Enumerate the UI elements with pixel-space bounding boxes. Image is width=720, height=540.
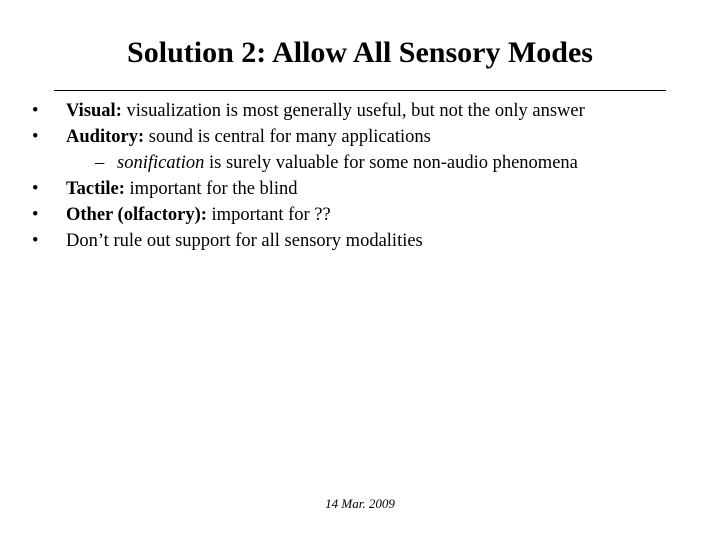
slide-date: 14 Mar. 2009	[325, 496, 395, 511]
bullet-text: important for ??	[206, 205, 331, 225]
sub-bullet-text: is surely valuable for some non-audio phenomena	[204, 153, 578, 173]
bullet-icon: •	[32, 231, 39, 251]
slide-title: Solution 2: Allow All Sensory Modes	[127, 36, 593, 69]
dash-icon: –	[95, 153, 105, 173]
bullet-list	[30, 98, 690, 254]
bullet-text: sound is central for many applications	[144, 127, 431, 147]
bullet-icon: •	[32, 127, 39, 147]
bullet-tactile	[30, 176, 690, 202]
bullet-label: Visual:	[66, 101, 122, 121]
bullet-all-modalities	[30, 228, 690, 254]
bullet-label: Tactile:	[66, 179, 125, 199]
bullet-icon: •	[32, 205, 39, 225]
bullet-text: visualization is most generally useful, but not the only answer	[121, 101, 585, 121]
sub-bullet-label: sonification	[117, 153, 205, 173]
bullet-label: Other (olfactory):	[66, 205, 207, 225]
bullet-icon: •	[32, 179, 39, 199]
bullet-other	[30, 202, 690, 228]
bullet-icon: •	[32, 101, 39, 121]
title-divider	[54, 90, 666, 91]
bullet-auditory	[30, 124, 690, 150]
bullet-visual	[30, 98, 690, 124]
bullet-text: Don’t rule out support for all sensory modalities	[66, 231, 423, 251]
bullet-label: Auditory:	[66, 127, 145, 147]
bullet-text: important for the blind	[124, 179, 298, 199]
sub-bullet-sonification	[30, 150, 690, 176]
